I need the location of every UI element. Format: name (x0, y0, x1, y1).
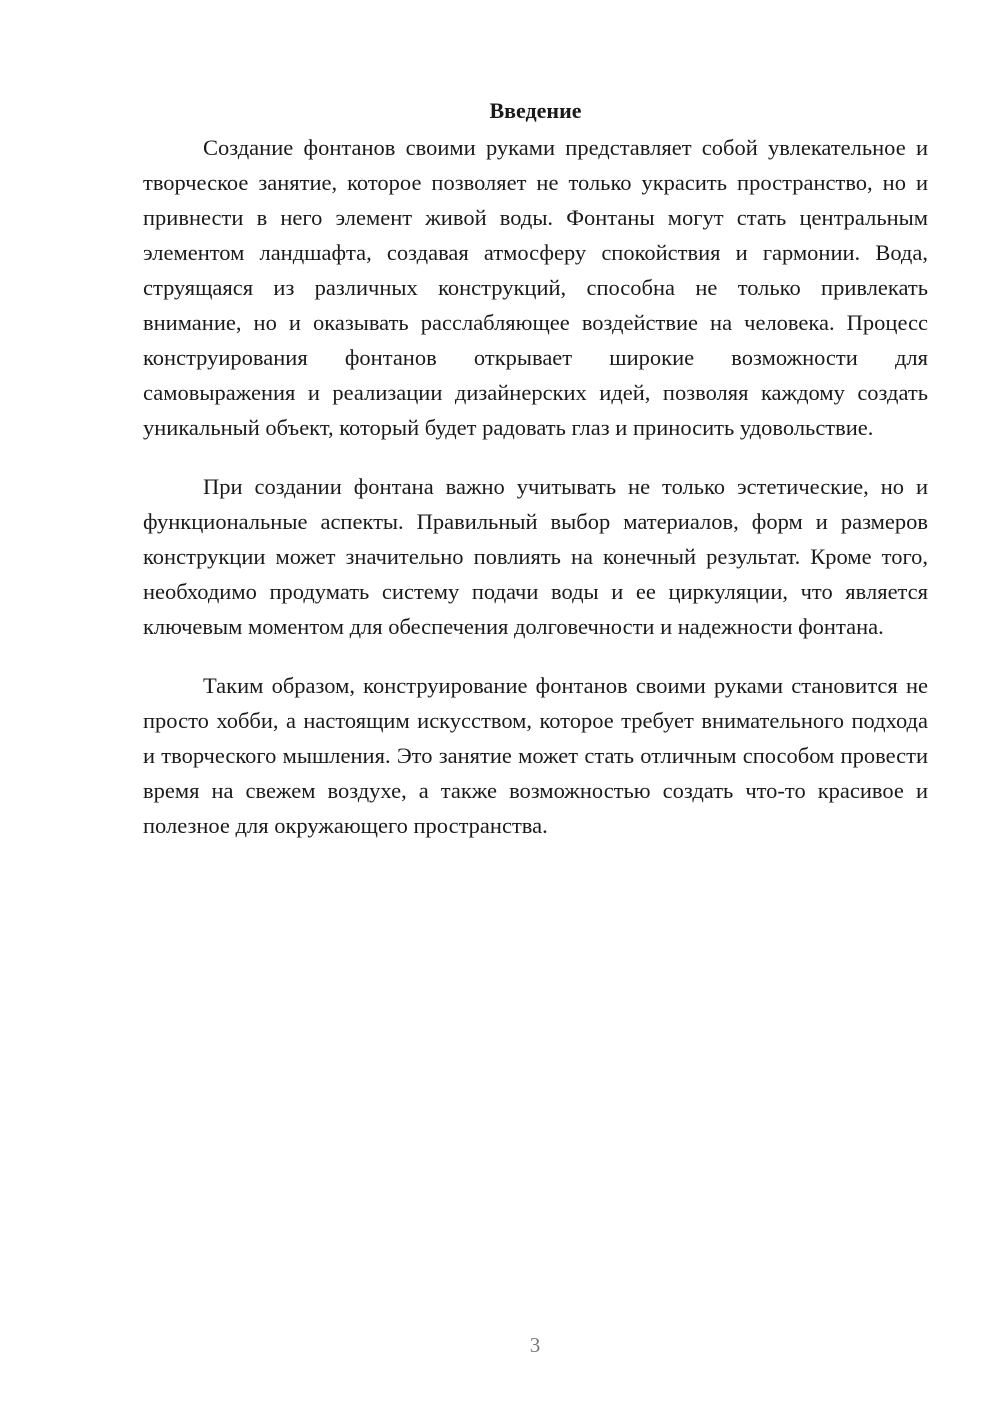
paragraph-2: При создании фонтана важно учитывать не только эстетические, но и функциональные аспекты. Правильный выбор материалов, форм и размеров конструкции может значительно повлиять на конечный результат. Кроме того, необходимо продумать систему подачи воды и ее циркуляции, что является ключевым моментом для обеспечения долговечности и надежности фонтана. (143, 474, 928, 639)
paragraph-3: Таким образом, конструирование фонтанов своими руками становится не просто хобби, а настоящим искусством, которое требует внимательного подхода и творческого мышления. Это занятие может стать отличным способом провести время на свежем воздухе, а также возможностью создать что-то красивое и полезное для окружающего пространства. (143, 673, 928, 838)
paragraph-1: Создание фонтанов своими руками представляет собой увлекательное и творческое занятие, которое позволяет не только украсить пространство, но и привнести в него элемент живой воды. Фонтаны могут стать центральным элементом ландшафта, создавая атмосферу спокойствия и гармонии. Вода, струящаяся из различных конструкций, способна не только привлекать внимание, но и оказывать расслабляющее воздействие на человека. Процесс конструирования фонтанов открывает широкие возможности для самовыражения и реализации дизайнерских идей, позволяя каждому создать уникальный объект, который будет радовать глаз и приносить удовольствие. (143, 135, 928, 440)
page-number: 3 (529, 1333, 541, 1357)
section-heading: Введение (489, 98, 582, 123)
document-body (143, 96, 928, 867)
